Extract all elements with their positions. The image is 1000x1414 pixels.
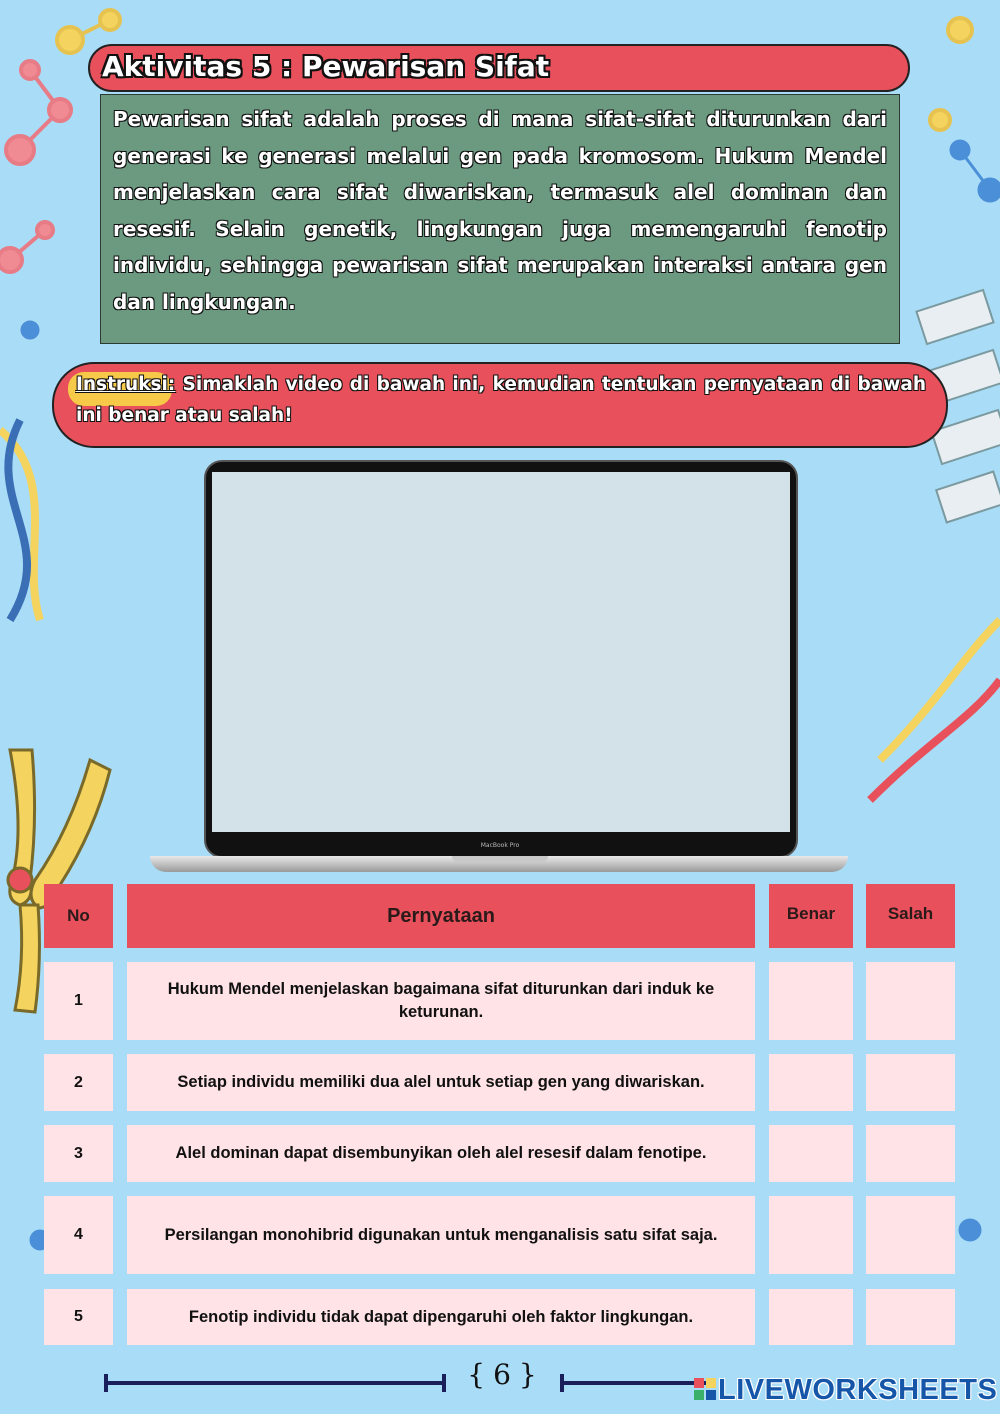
liveworksheets-text: LIVEWORKSHEETS <box>718 1374 998 1406</box>
video-player-screen[interactable] <box>212 472 790 832</box>
row-2-true-answer[interactable] <box>769 1054 853 1111</box>
title-banner <box>88 44 910 92</box>
footer-cap <box>104 1374 108 1392</box>
intro-box <box>100 94 900 344</box>
laptop-notch <box>452 856 548 862</box>
page-number-value: 6 <box>493 1358 519 1391</box>
row-1-true-answer[interactable] <box>769 962 853 1040</box>
intro-paragraph: Pewarisan sifat adalah proses di mana sifat-sifat diturunkan dari generasi ke generasi melalui gen pada kromosom. Hukum Mendel menjelaskan cara sifat diwariskan, termasuk alel dominan dan resesif. Selain genetik, lingkungan juga memengaruhi fenotip individu, sehingga pewarisan sifat merupakan interaksi antara gen dan lingkungan. <box>113 107 887 314</box>
row-3-number: 3 <box>44 1125 113 1182</box>
row-2-number: 2 <box>44 1054 113 1111</box>
molecule-decoration-icon <box>0 61 71 272</box>
row-4-true-answer[interactable] <box>769 1196 853 1274</box>
liveworksheets-icon <box>694 1378 716 1400</box>
instruction-body: Simaklah video di bawah ini, kemudian tentukan pernyataan di bawah ini benar atau salah! <box>76 374 926 426</box>
row-5-true-answer[interactable] <box>769 1289 853 1345</box>
row-1-false-answer[interactable] <box>866 962 955 1040</box>
header-no: No <box>44 884 113 948</box>
footer-cap <box>560 1374 564 1392</box>
header-true: Benar <box>769 884 853 948</box>
row-5-false-answer[interactable] <box>866 1289 955 1345</box>
page-title: Aktivitas 5 : Pewarisan Sifat <box>102 50 550 83</box>
row-5-statement: Fenotip individu tidak dapat dipengaruhi oleh faktor lingkungan. <box>127 1289 755 1345</box>
footer-line-left <box>104 1381 446 1385</box>
row-3-statement: Alel dominan dapat disembunyikan oleh alel resesif dalam fenotipe. <box>127 1125 755 1182</box>
row-3-true-answer[interactable] <box>769 1125 853 1182</box>
row-4-statement: Persilangan monohibrid digunakan untuk menganalisis satu sifat saja. <box>127 1196 755 1274</box>
row-3-false-answer[interactable] <box>866 1125 955 1182</box>
row-2-statement: Setiap individu memiliki dua alel untuk setiap gen yang diwariskan. <box>127 1054 755 1111</box>
row-1-number: 1 <box>44 962 113 1040</box>
footer-cap <box>442 1374 446 1392</box>
header-false: Salah <box>866 884 955 948</box>
page-number: {6} <box>467 1358 545 1391</box>
instruction-label: Instruksi: <box>76 374 176 395</box>
laptop-brand-label: MacBook Pro <box>480 842 520 849</box>
row-4-false-answer[interactable] <box>866 1196 955 1274</box>
row-1-statement: Hukum Mendel menjelaskan bagaimana sifat diturunkan dari induk ke keturunan. <box>127 962 755 1040</box>
footer-line-right <box>560 1381 710 1385</box>
row-2-false-answer[interactable] <box>866 1054 955 1111</box>
row-5-number: 5 <box>44 1289 113 1345</box>
liveworksheets-logo <box>694 1372 998 1408</box>
instruction-text <box>76 369 926 431</box>
header-statement: Pernyataan <box>127 884 755 948</box>
row-4-number: 4 <box>44 1196 113 1274</box>
